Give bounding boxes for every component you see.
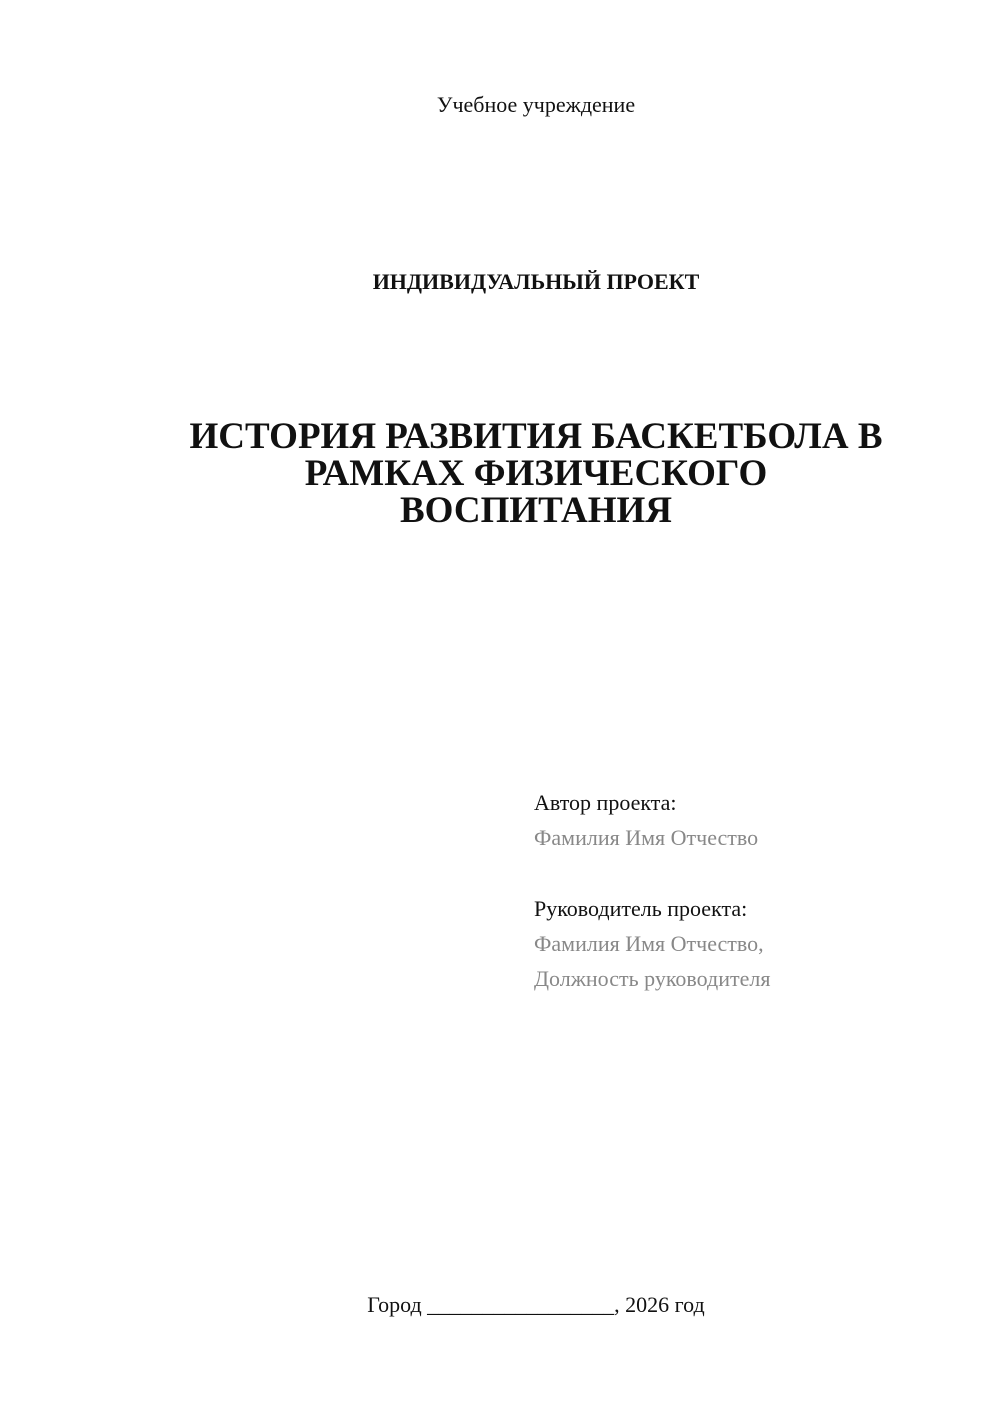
project-title	[150, 418, 922, 529]
project-title-line: РАМКАХ ФИЗИЧЕСКОГО	[304, 453, 768, 494]
institution-name: Учебное учреждение	[436, 92, 636, 117]
supervisor-name: Фамилия Имя Отчество,	[534, 931, 764, 956]
project-title-line: ВОСПИТАНИЯ	[399, 490, 673, 531]
author-label: Автор проекта:	[534, 790, 677, 815]
city-year-line: Город _________________, 2026 год	[367, 1292, 705, 1317]
project-title-line: ИСТОРИЯ РАЗВИТИЯ БАСКЕТБОЛА В	[189, 416, 883, 457]
supervisor-label: Руководитель проекта:	[534, 896, 748, 921]
document-type: ИНДИВИДУАЛЬНЫЙ ПРОЕКТ	[372, 269, 700, 294]
supervisor-block	[534, 891, 974, 996]
supervisor-position: Должность руководителя	[534, 966, 771, 991]
author-block	[534, 785, 974, 855]
author-name: Фамилия Имя Отчество	[534, 825, 759, 850]
